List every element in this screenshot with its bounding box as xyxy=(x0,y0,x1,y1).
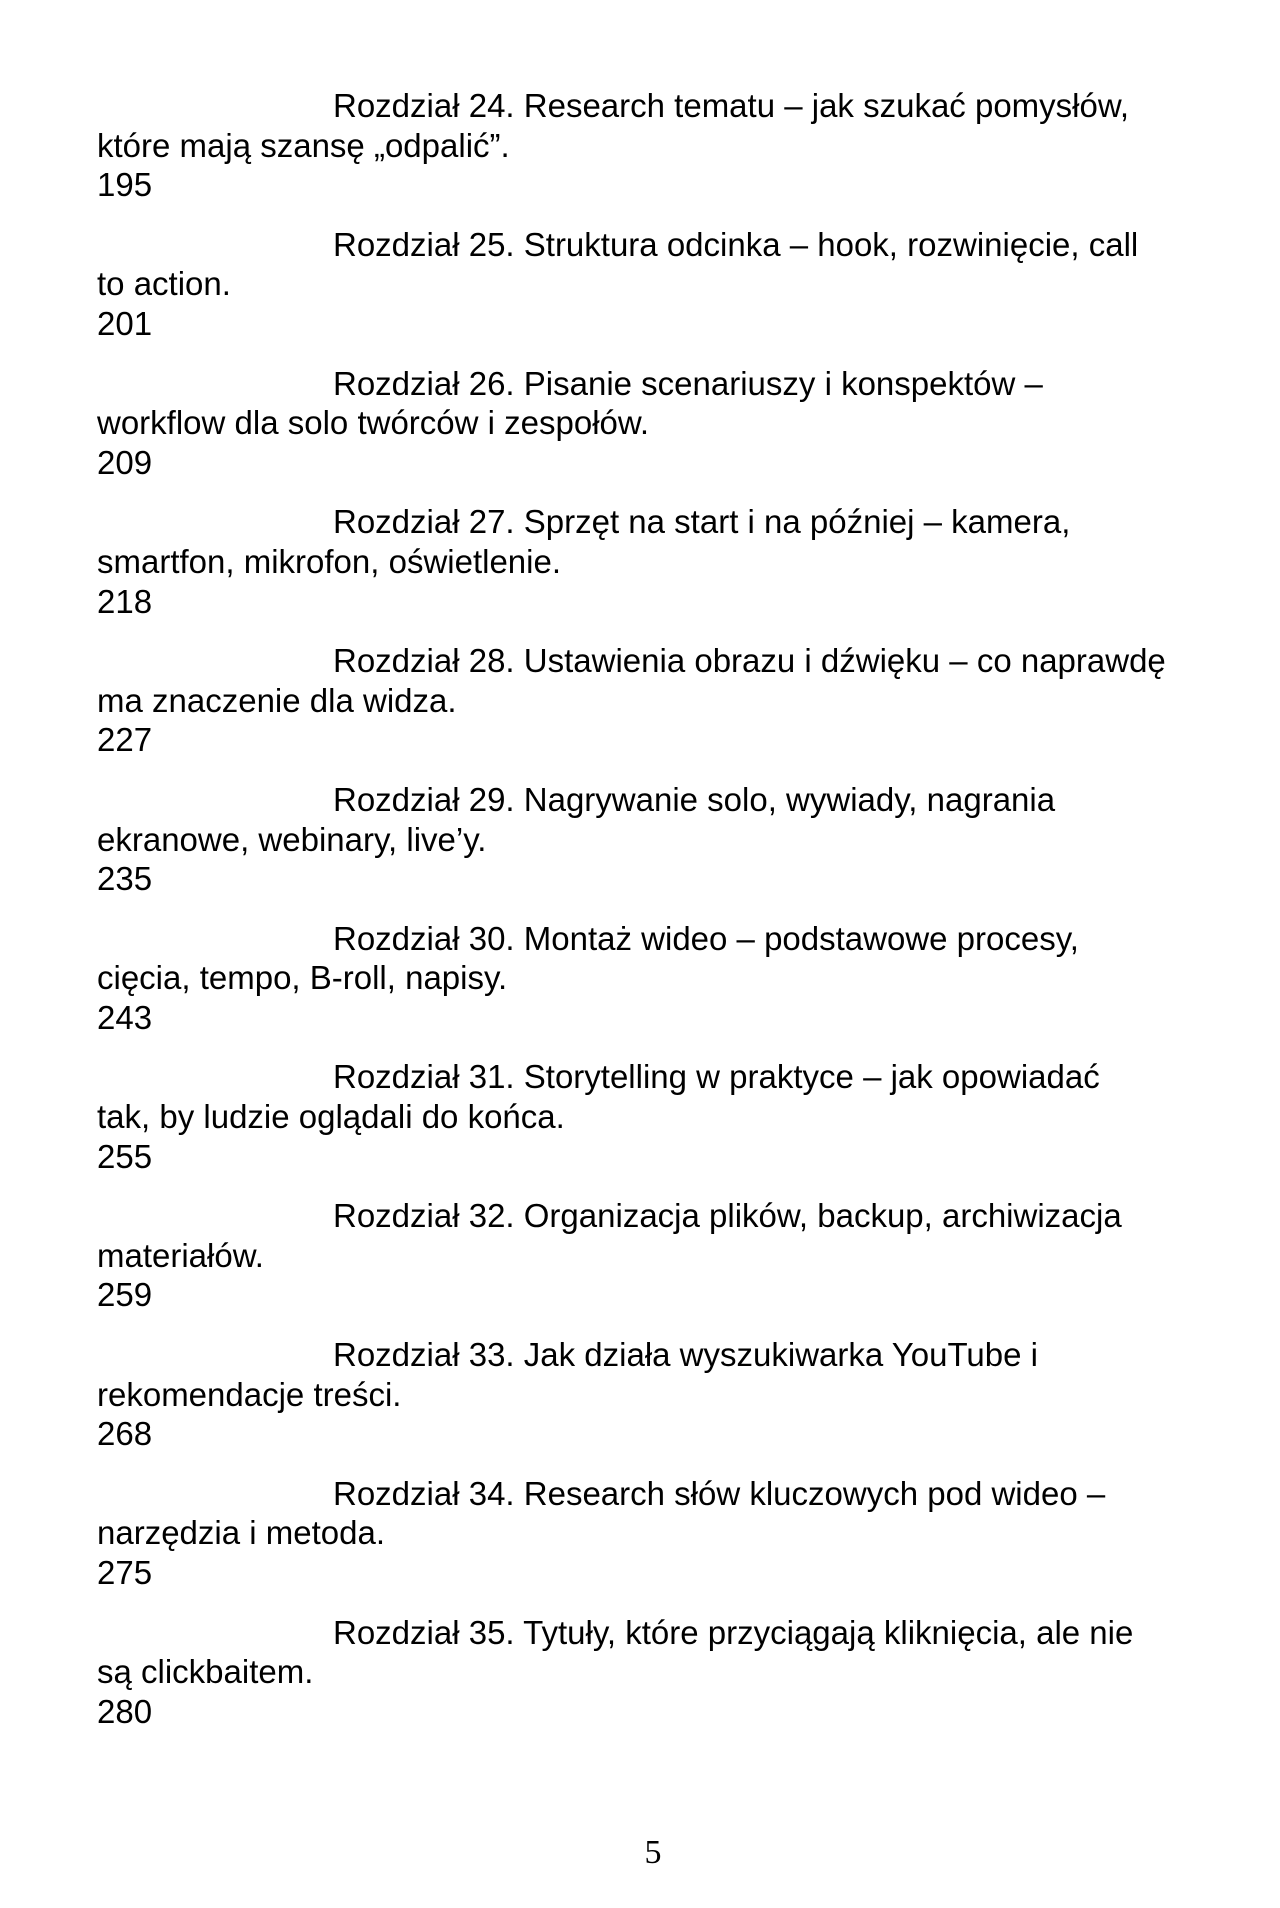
toc-entry xyxy=(97,1613,1257,1732)
toc-entry-title-line: Rozdział 24. Research tematu – jak szukać pomysłów, xyxy=(333,87,1130,124)
toc-entry-page-number: 195 xyxy=(97,166,153,204)
page-footer-number: 5 xyxy=(644,1834,662,1871)
toc-entry xyxy=(97,1196,1257,1315)
toc-entry-title-line: Rozdział 26. Pisanie scenariuszy i konspektów – xyxy=(333,364,1043,402)
toc-entry-continuation-line: są clickbaitem. xyxy=(97,1653,314,1691)
toc-entry-page-number: 227 xyxy=(97,721,153,759)
toc-entry-page-number: 243 xyxy=(97,998,153,1036)
toc-entry-page-number: 268 xyxy=(97,1415,153,1453)
toc-entry-title-line: Rozdział 25. Struktura odcinka – hook, rozwinięcie, call xyxy=(333,225,1139,263)
toc-entry-title-line: Rozdział 33. Jak działa wyszukiwarka YouTube i xyxy=(333,1336,1038,1374)
toc-entry-page-number: 280 xyxy=(97,1692,153,1730)
toc-entry-title-line: Rozdział 27. Sprzęt na start i na później – kamera, xyxy=(333,503,1071,541)
toc-entry-continuation-line: materiałów. xyxy=(97,1236,264,1274)
toc-entry-continuation-line: workflow dla solo twórców i zespołów. xyxy=(97,404,650,442)
toc-entry-continuation-line: rekomendacje treści. xyxy=(97,1375,402,1413)
toc-entry-page-number: 275 xyxy=(97,1554,153,1591)
toc-entry xyxy=(97,780,1257,899)
toc-entry xyxy=(97,1057,1257,1176)
toc-entry-title-line: Rozdział 32. Organizacja plików, backup, archiwizacja xyxy=(333,1197,1122,1235)
toc-entry-continuation-line: ma znaczenie dla widza. xyxy=(97,681,457,719)
toc-entry xyxy=(97,364,1257,483)
toc-entry-page-number: 235 xyxy=(97,860,153,898)
toc-entry-title-line: Rozdział 29. Nagrywanie solo, wywiady, nagrania xyxy=(333,780,1056,818)
toc-entry xyxy=(97,641,1257,760)
table-of-contents xyxy=(97,86,1257,1751)
toc-entry-title-line: Rozdział 30. Montaż wideo – podstawowe procesy, xyxy=(333,919,1079,957)
toc-entry xyxy=(97,225,1257,344)
toc-entry-title-line: Rozdział 28. Ustawienia obrazu i dźwięku – co naprawdę xyxy=(333,642,1166,680)
toc-entry-page-number: 201 xyxy=(97,304,153,342)
toc-entry-continuation-line: ekranowe, webinary, live’y. xyxy=(97,820,487,858)
toc-entry xyxy=(97,86,1257,205)
toc-entry-continuation-line: cięcia, tempo, B-roll, napisy. xyxy=(97,959,508,997)
toc-entry-title-line: Rozdział 35. Tytuły, które przyciągają kliknięcia, ale nie xyxy=(333,1613,1134,1651)
toc-entry-page-number: 259 xyxy=(97,1276,153,1314)
toc-entry-page-number: 209 xyxy=(97,443,153,481)
toc-entry-continuation-line: tak, by ludzie oglądali do końca. xyxy=(97,1098,565,1136)
toc-entry-page-number: 218 xyxy=(97,582,153,620)
toc-entry xyxy=(97,502,1257,621)
toc-entry-continuation-line: to action. xyxy=(97,265,231,303)
toc-entry-title-line: Rozdział 31. Storytelling w praktyce – jak opowiadać xyxy=(333,1058,1100,1096)
toc-entry-page-number: 255 xyxy=(97,1137,153,1175)
toc-entry-continuation-line: smartfon, mikrofon, oświetlenie. xyxy=(97,542,562,580)
toc-entry-continuation-line: narzędzia i metoda. xyxy=(97,1514,385,1552)
toc-entry xyxy=(97,1335,1257,1454)
toc-entry-title-line: Rozdział 34. Research słów kluczowych pod wideo – xyxy=(333,1474,1106,1512)
toc-entry-continuation-line: które mają szansę „odpalić”. xyxy=(97,126,510,164)
toc-entry xyxy=(97,919,1257,1038)
toc-entry xyxy=(97,1474,1257,1593)
